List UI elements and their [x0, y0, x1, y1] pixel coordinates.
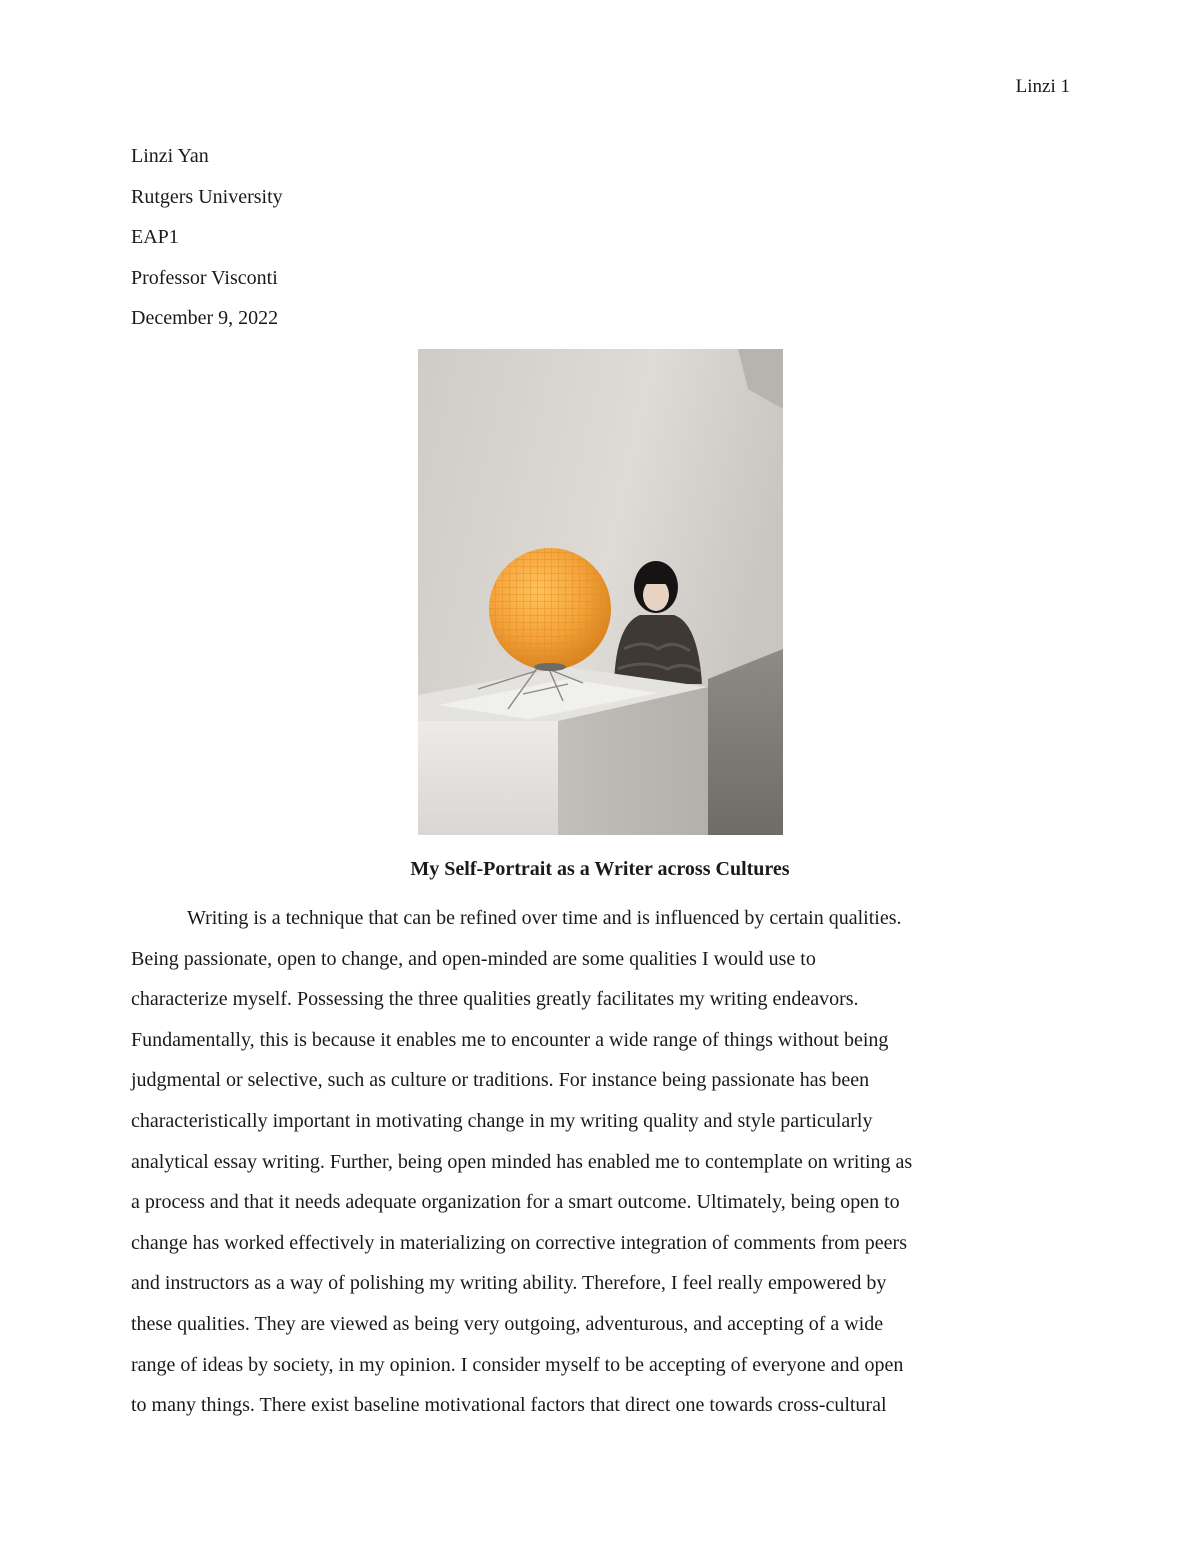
- essay-line: range of ideas by society, in my opinion. I consider myself to be accepting of everyone and open: [131, 1353, 904, 1376]
- orange-sphere-sculpture: [489, 548, 611, 671]
- essay-line: characteristically important in motivating change in my writing quality and style particularly: [131, 1109, 873, 1132]
- heading-block: [131, 136, 283, 339]
- institution: Rutgers University: [131, 185, 283, 208]
- essay-line: Fundamentally, this is because it enables me to encounter a wide range of things without being: [131, 1028, 889, 1051]
- essay-line: judgmental or selective, such as culture or traditions. For instance being passionate has been: [131, 1069, 870, 1092]
- essay-line: Writing is a technique that can be refined over time and is influenced by certain qualities.: [187, 907, 902, 929]
- course-name: EAP1: [131, 226, 179, 249]
- essay-line: Being passionate, open to change, and open-minded are some qualities I would use to: [131, 947, 816, 970]
- essay-body: [131, 898, 1071, 1426]
- essay-line: characterize myself. Possessing the three qualities greatly facilitates my writing endeavors.: [131, 988, 859, 1011]
- pedestal: [418, 667, 708, 835]
- essay-line: to many things. There exist baseline motivational factors that direct one towards cross-cultural: [131, 1394, 887, 1417]
- essay-title: My Self-Portrait as a Writer across Cultures: [410, 858, 790, 880]
- essay-line: and instructors as a way of polishing my writing ability. Therefore, I feel really empowered by: [131, 1272, 887, 1295]
- self-portrait-photo: [418, 349, 783, 835]
- essay-line: a process and that it needs adequate organization for a smart outcome. Ultimately, being open to: [131, 1191, 900, 1214]
- essay-line: these qualities. They are viewed as being very outgoing, adventurous, and accepting of a wide: [131, 1312, 884, 1335]
- essay-line: change has worked effectively in materializing on corrective integration of comments from peers: [131, 1231, 907, 1254]
- running-head: Linzi 1: [1015, 76, 1070, 97]
- submission-date: December 9, 2022: [131, 307, 279, 330]
- essay-line: analytical essay writing. Further, being open minded has enabled me to contemplate on writing as: [131, 1150, 913, 1173]
- instructor-name: Professor Visconti: [131, 266, 278, 289]
- author-name: Linzi Yan: [131, 145, 209, 167]
